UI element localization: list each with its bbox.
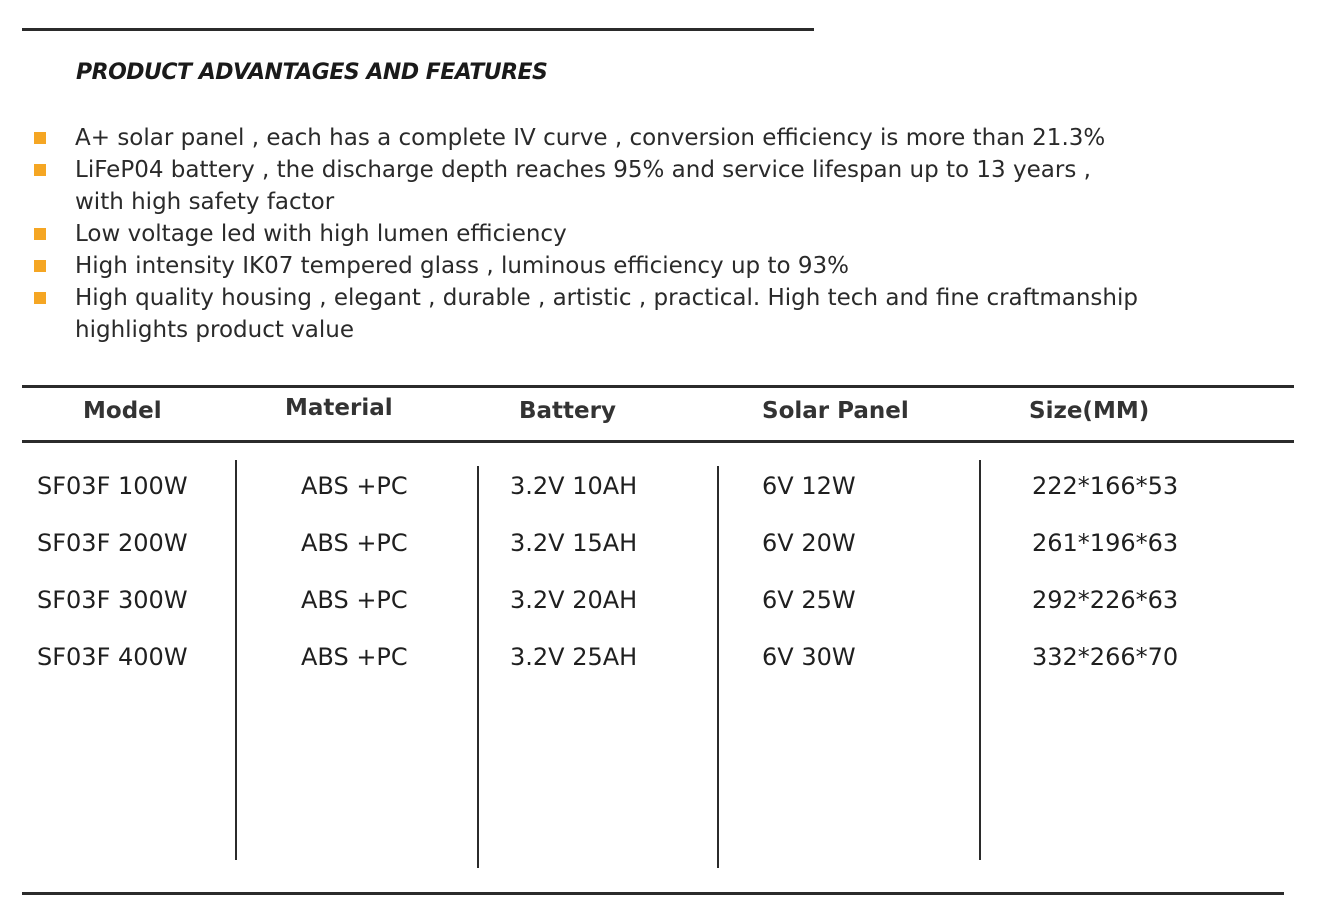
cell-model: SF03F 400W xyxy=(37,643,188,671)
feature-text: High intensity IK07 tempered glass , luminous efficiency up to 93% xyxy=(75,253,849,279)
column-divider xyxy=(717,466,719,868)
column-divider xyxy=(979,460,981,860)
feature-text: LiFeP04 battery , the discharge depth reaches 95% and service lifespan up to 13 years , xyxy=(75,157,1091,183)
feature-text-continued: with high safety factor xyxy=(75,189,335,215)
cell-solar-panel: 6V 12W xyxy=(762,472,856,500)
feature-text: High quality housing , elegant , durable , artistic , practical. High tech and fine craftmanship xyxy=(75,285,1138,311)
feature-text-continued: highlights product value xyxy=(75,317,355,343)
cell-material: ABS +PC xyxy=(301,472,408,500)
cell-battery: 3.2V 20AH xyxy=(510,586,638,614)
feature-item xyxy=(0,122,1325,154)
cell-battery: 3.2V 15AH xyxy=(510,529,638,557)
table-header-top-rule xyxy=(22,385,1294,388)
top-divider xyxy=(22,28,814,31)
column-header-size: Size(MM) xyxy=(1029,398,1150,424)
cell-size: 332*266*70 xyxy=(1032,643,1179,671)
cell-model: SF03F 100W xyxy=(37,472,188,500)
column-divider xyxy=(477,466,479,868)
section-title: PRODUCT ADVANTAGES AND FEATURES xyxy=(76,60,548,85)
feature-list xyxy=(0,122,1325,346)
feature-item xyxy=(0,154,1325,218)
cell-battery: 3.2V 10AH xyxy=(510,472,638,500)
square-bullet-icon xyxy=(34,132,46,144)
column-header-material: Material xyxy=(285,395,393,421)
cell-material: ABS +PC xyxy=(301,529,408,557)
feature-text: A+ solar panel , each has a complete IV curve , conversion efficiency is more than 21.3% xyxy=(75,125,1106,151)
column-header-solar-panel: Solar Panel xyxy=(762,398,909,424)
feature-text: Low voltage led with high lumen efficiency xyxy=(75,221,567,247)
cell-material: ABS +PC xyxy=(301,643,408,671)
feature-item xyxy=(0,282,1325,346)
square-bullet-icon xyxy=(34,260,46,272)
cell-size: 292*226*63 xyxy=(1032,586,1179,614)
square-bullet-icon xyxy=(34,164,46,176)
square-bullet-icon xyxy=(34,228,46,240)
cell-solar-panel: 6V 25W xyxy=(762,586,856,614)
cell-size: 222*166*53 xyxy=(1032,472,1179,500)
square-bullet-icon xyxy=(34,292,46,304)
cell-material: ABS +PC xyxy=(301,586,408,614)
cell-size: 261*196*63 xyxy=(1032,529,1179,557)
column-header-model: Model xyxy=(83,398,162,424)
cell-model: SF03F 300W xyxy=(37,586,188,614)
bottom-divider xyxy=(22,892,1284,895)
table-header-bottom-rule xyxy=(22,440,1294,443)
feature-item xyxy=(0,250,1325,282)
cell-model: SF03F 200W xyxy=(37,529,188,557)
column-divider xyxy=(235,460,237,860)
feature-item xyxy=(0,218,1325,250)
column-header-battery: Battery xyxy=(519,398,616,424)
cell-solar-panel: 6V 30W xyxy=(762,643,856,671)
cell-solar-panel: 6V 20W xyxy=(762,529,856,557)
cell-battery: 3.2V 25AH xyxy=(510,643,638,671)
